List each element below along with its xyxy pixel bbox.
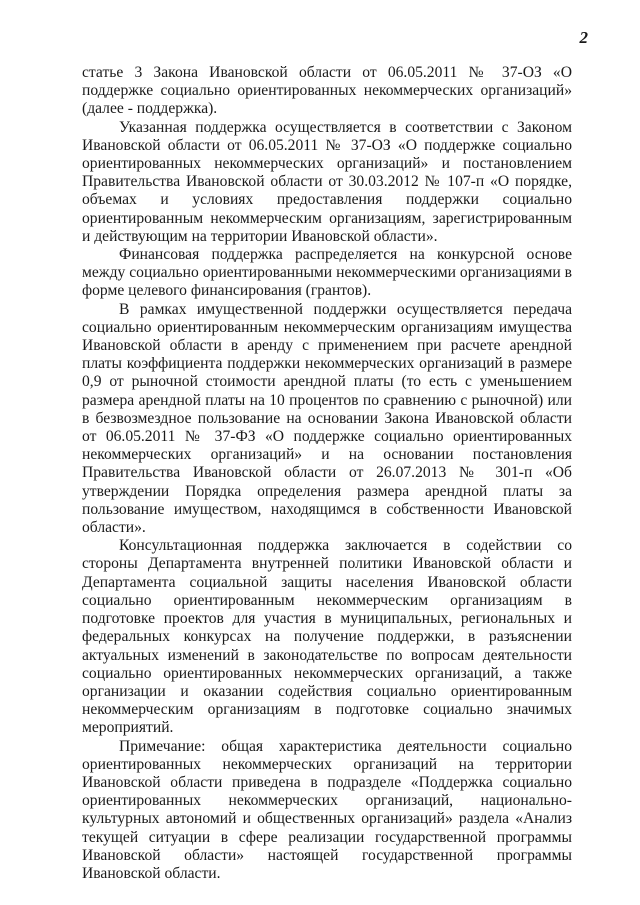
page-number: 2 [579, 28, 588, 47]
paragraph-note: Примечание: общая характеристика деятельности социально ориентированных некоммерческих организаций на территории Ивановской области приведена в подразделе «Поддержка социально ориентированных некоммерческих организаций, национально-культурных автономий и общественных организаций» раздела «Анализ текущей ситуации в сфере реализации государственной программы Ивановской области» настоящей государственной программы Ивановской области. [82, 737, 572, 882]
paragraph-financial-support: Финансовая поддержка распределяется на конкурсной основе между социально ориентированными некоммерческими организациями в форме целевого финансирования (грантов). [82, 246, 572, 300]
document-body [82, 64, 572, 883]
paragraph-property-support: В рамках имущественной поддержки осуществляется передача социально ориентированным некоммерческим организациям имущества Ивановской области в аренду с применением при расчете арендной платы коэффициента поддержки некоммерческих организаций в размере 0,9 от рыночной стоимости арендной платы (то есть с уменьшением размера арендной платы на 10 процентов по сравнению с рыночной) или в безвозмездное пользование на основании Закона Ивановской области от 06.05.2011 № 37-ФЗ «О поддержке социально ориентированных некоммерческих организаций» и на основании постановления Правительства Ивановской области от 26.07.2013 № 301-п «Об утверждении Порядка определения размера арендной платы за пользование имуществом, находящимся в собственности Ивановской области». [82, 300, 572, 537]
paragraph-legal-basis: Указанная поддержка осуществляется в соответствии с Законом Ивановской области от 06.05.2011 № 37-ОЗ «О поддержке социально ориентированных некоммерческих организаций» и постановлением Правительства Ивановской области от 30.03.2012 № 107-п «О порядке, объемах и условиях предоставления поддержки социально ориентированным некоммерческим организациям, зарегистрированным и действующим на территории Ивановской области». [82, 118, 572, 245]
paragraph-continuation: статье 3 Закона Ивановской области от 06.05.2011 № 37-ОЗ «О поддержке социально ориентированных некоммерческих организаций» (далее - поддержка). [82, 64, 572, 118]
paragraph-consulting-support: Консультационная поддержка заключается в содействии со стороны Департамента внутренней политики Ивановской области и Департамента социальной защиты населения Ивановской области социально ориентированным некоммерческим организациям в подготовке проектов для участия в муниципальных, региональных и федеральных конкурсах на получение поддержки, в разъяснении актуальных изменений в законодательстве по вопросам деятельности социально ориентированных некоммерческих организаций, а также организации и оказании содействия социально ориентированным некоммерческим организациям в подготовке социально значимых мероприятий. [82, 537, 572, 737]
